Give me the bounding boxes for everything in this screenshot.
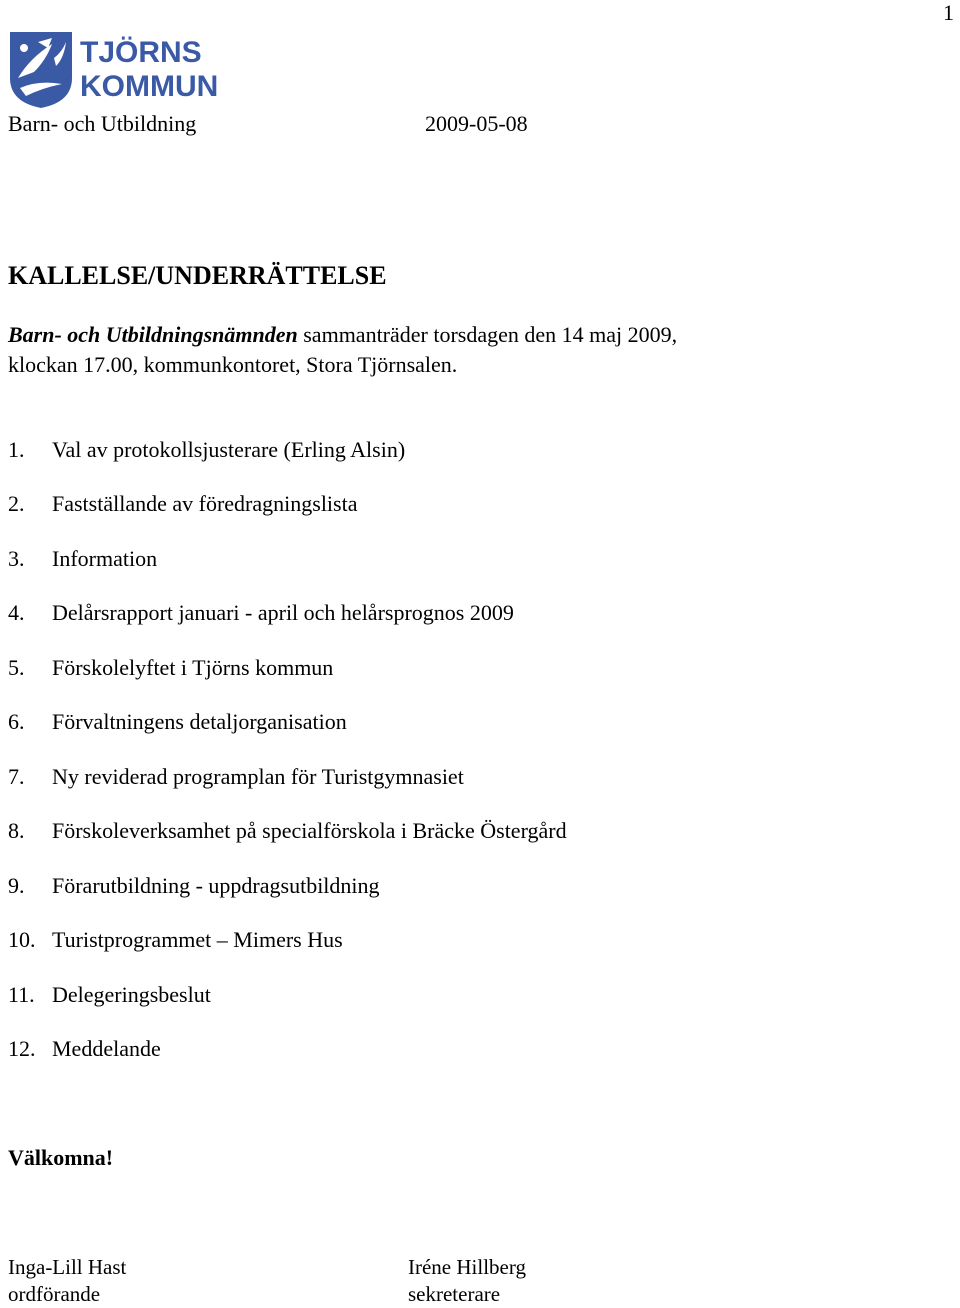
agenda-item-text: Delårsrapport januari - april och helårsprognos 2009 [52, 600, 514, 625]
signature-chair [8, 1254, 126, 1308]
agenda-item [8, 490, 357, 518]
agenda-item [8, 1035, 161, 1063]
agenda-item-number: 12. [8, 1036, 36, 1061]
agenda-item-text: Val av protokollsjusterare (Erling Alsin) [52, 437, 406, 462]
agenda-item-text: Förskoleverksamhet på specialförskola i Bräcke Östergård [52, 818, 567, 843]
agenda-item-number: 10. [8, 927, 36, 952]
agenda-item [8, 436, 405, 464]
agenda-item-text: Ny reviderad programplan för Turistgymnasiet [52, 764, 464, 789]
agenda-item-text: Förvaltningens detaljorganisation [52, 709, 347, 734]
agenda-item-text: Turistprogrammet – Mimers Hus [52, 927, 343, 952]
agenda-item-text: Förarutbildning - uppdragsutbildning [52, 873, 380, 898]
agenda-item-number: 3. [8, 546, 25, 571]
intro-line-2: klockan 17.00, kommunkontoret, Stora Tjörnsalen. [8, 352, 458, 377]
agenda-item-text: Meddelande [52, 1036, 161, 1061]
agenda-item [8, 926, 343, 954]
agenda-item-text: Delegeringsbeslut [52, 982, 211, 1007]
agenda-item-number: 11. [8, 982, 35, 1007]
agenda-item-number: 7. [8, 764, 25, 789]
agenda-item [8, 981, 211, 1009]
signature-role: sekreterare [408, 1282, 501, 1306]
page-number: 1 [943, 0, 954, 25]
logo-line2: KOMMUN [80, 70, 219, 103]
agenda-item [8, 545, 157, 573]
committee-name: Barn- och Utbildningsnämnden [8, 322, 298, 347]
agenda-item-number: 4. [8, 600, 25, 625]
intro-line-1 [8, 320, 677, 350]
logo-emblem-icon [8, 28, 240, 110]
logo-line1: TJÖRNS [80, 36, 202, 69]
agenda-item [8, 599, 514, 627]
signature-role: ordförande [8, 1282, 101, 1306]
agenda-item-number: 1. [8, 437, 25, 462]
agenda-item [8, 872, 380, 900]
agenda-item [8, 708, 347, 736]
agenda-item-text: Information [52, 546, 158, 571]
welcome-text: Välkomna! [8, 1145, 114, 1170]
tjorns-kommun-logo [8, 28, 240, 110]
document-title: KALLELSE/UNDERRÄTTELSE [8, 261, 387, 290]
agenda-item-text: Fastställande av föredragningslista [52, 491, 358, 516]
intro-line-1-rest: sammanträder torsdagen den 14 maj 2009, [297, 322, 678, 347]
agenda-item-number: 6. [8, 709, 25, 734]
agenda-item-number: 9. [8, 873, 25, 898]
agenda-item [8, 763, 464, 791]
agenda-item [8, 654, 333, 682]
department: Barn- och Utbildning [8, 111, 197, 136]
agenda-item-number: 5. [8, 655, 25, 680]
signature-name: Inga-Lill Hast [8, 1255, 127, 1279]
agenda-item-text: Förskolelyftet i Tjörns kommun [52, 655, 334, 680]
intro-paragraph [8, 320, 677, 380]
document-date: 2009-05-08 [425, 111, 528, 136]
agenda-item-number: 8. [8, 818, 25, 843]
signature-name: Iréne Hillberg [408, 1255, 526, 1279]
agenda-item [8, 817, 567, 845]
agenda-item-number: 2. [8, 491, 25, 516]
signature-secretary [408, 1254, 526, 1308]
